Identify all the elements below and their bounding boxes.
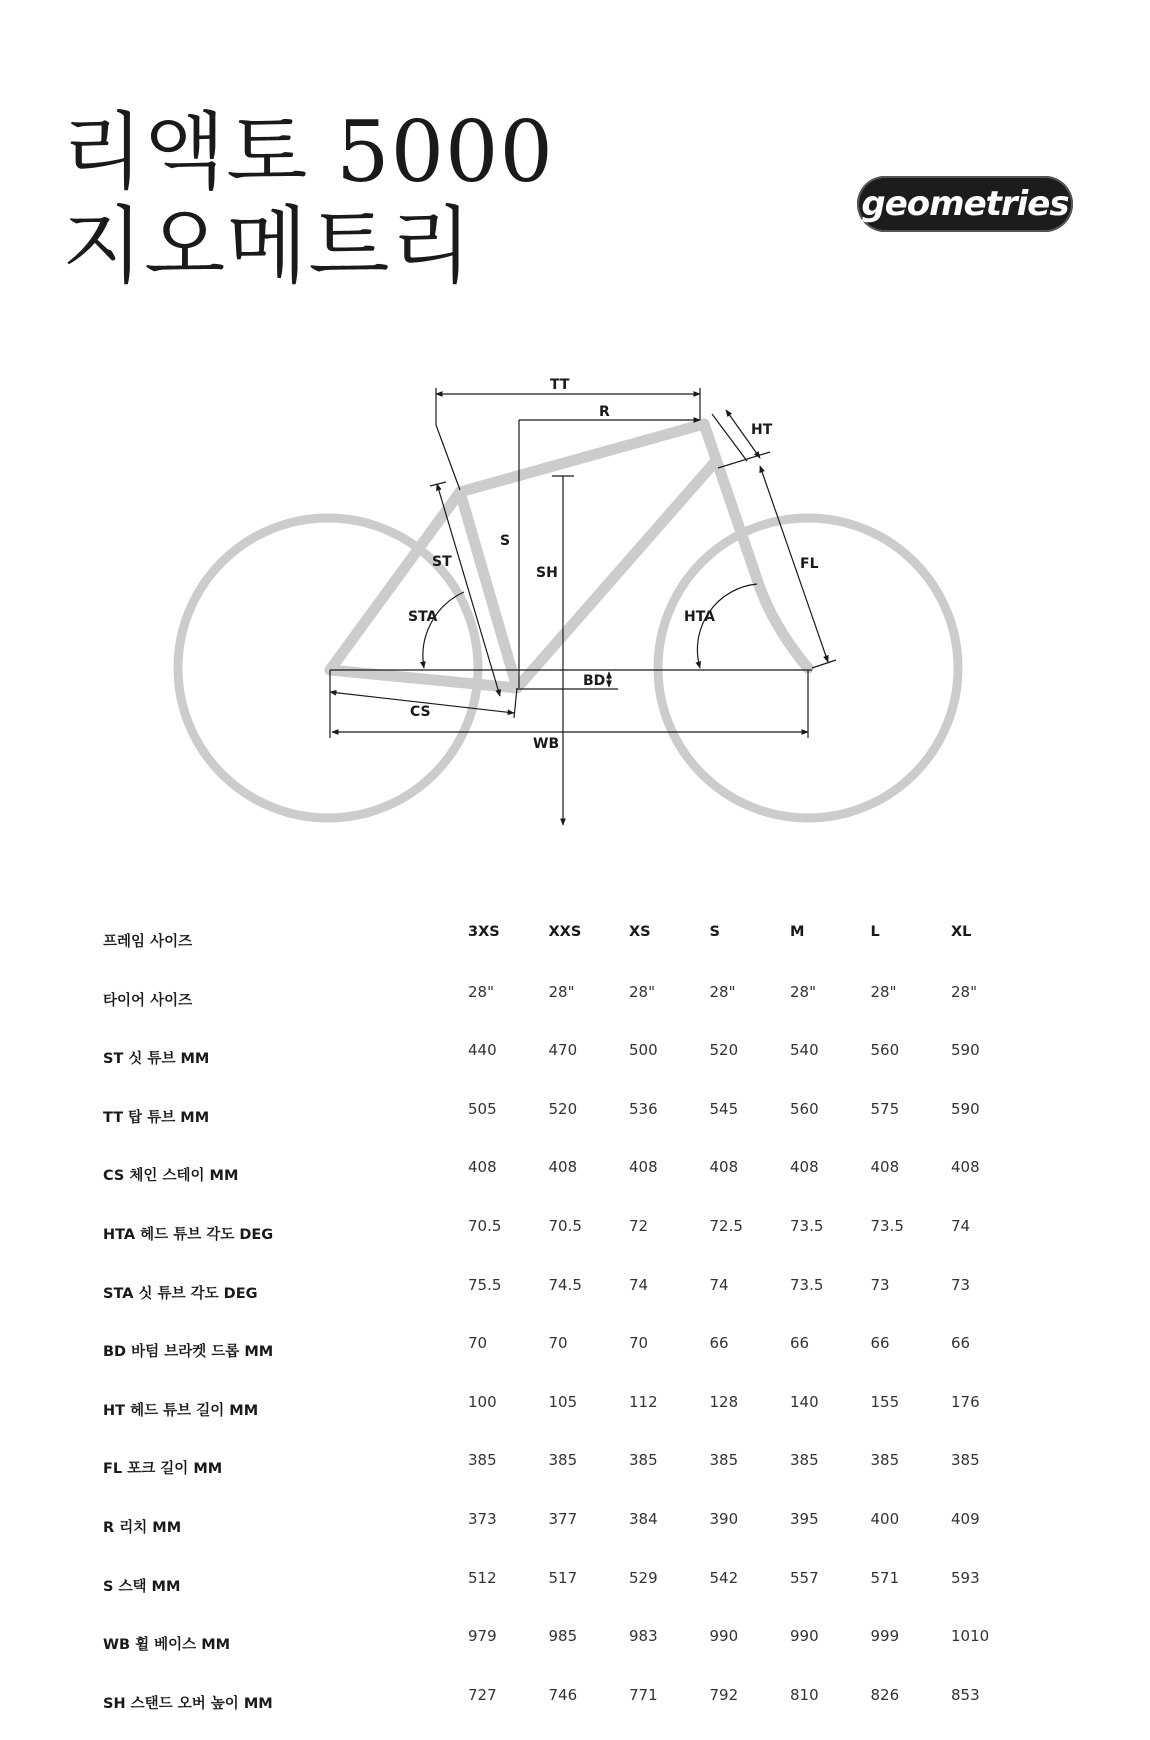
table-cell: 560 [870,1041,900,1060]
header-label: 프레임 사이즈 [103,934,193,950]
table-cell: 73.5 [870,1216,904,1235]
row-label: S 스택 MM [103,1578,181,1595]
table-cell: 385 [790,1451,819,1470]
table-cell: 73.5 [790,1275,824,1294]
row-label: HT 헤드 튜브 길이 MM [103,1402,259,1419]
table-cell: 112 [629,1392,658,1411]
table-cell: 28" [548,982,575,1001]
label-sh: SH [536,565,558,581]
table-row [103,1565,1032,1624]
table-cell: 377 [548,1509,578,1528]
table-cell: 385 [468,1451,497,1470]
table-cell: 73 [870,1275,890,1294]
table-cell: 408 [629,1158,658,1177]
table-cell: 385 [629,1451,658,1470]
geometries-badge: geometries [857,176,1073,232]
table-cell: 520 [548,1099,578,1118]
table-cell: 520 [709,1041,739,1060]
row-label: ST 싯 튜브 MM [103,1051,210,1068]
label-fl: FL [800,556,819,572]
row-label: WB 휠 베이스 MM [103,1637,231,1654]
table-cell: 66 [709,1334,729,1353]
size-header: XS [629,924,651,940]
table-cell: 529 [629,1568,658,1587]
table-header-row [103,920,1032,979]
table-cell: 66 [951,1334,971,1353]
label-cs: CS [410,704,431,720]
table-cell: 470 [548,1041,578,1060]
table-cell: 540 [790,1041,819,1060]
table-cell: 28" [870,982,897,1001]
table-cell: 390 [709,1509,739,1528]
row-label: BD 바텀 브라켓 드롭 MM [103,1344,274,1361]
table-cell: 408 [548,1158,578,1177]
table-cell: 810 [790,1685,819,1704]
label-st: ST [432,554,452,570]
table-row [103,1682,1032,1740]
bike-geometry-diagram [160,355,980,835]
table-cell: 70.5 [468,1216,502,1235]
row-label: SH 스탠드 오버 높이 MM [103,1695,273,1712]
table-cell: 70 [468,1334,488,1353]
table-cell: 176 [951,1392,980,1411]
table-cell: 28" [468,982,494,1001]
table-cell: 440 [468,1041,497,1060]
table-cell: 72.5 [709,1216,743,1235]
label-bd: BD [583,673,606,689]
table-cell: 155 [870,1392,900,1411]
table-cell: 70 [548,1334,568,1353]
table-cell: 75.5 [468,1275,502,1294]
table-row [103,1154,1032,1213]
table-cell: 408 [709,1158,739,1177]
size-header: XL [951,924,972,940]
table-cell: 66 [790,1334,810,1353]
table-row [103,1096,1032,1155]
table-cell: 408 [468,1158,497,1177]
page-title [62,105,554,293]
table-cell: 385 [870,1451,900,1470]
label-hta: HTA [684,609,716,625]
table-cell: 575 [870,1099,900,1118]
row-label: CS 체인 스테이 MM [103,1168,239,1185]
table-cell: 560 [790,1099,819,1118]
table-cell: 72 [629,1216,649,1235]
size-header: XXS [548,924,582,940]
table-cell: 66 [870,1334,890,1353]
table-cell: 385 [951,1451,980,1470]
table-cell: 990 [790,1627,819,1646]
table-cell: 385 [709,1451,739,1470]
table-row [103,1213,1032,1272]
table-row [103,1389,1032,1448]
table-cell: 746 [548,1685,578,1704]
table-cell: 373 [468,1509,497,1528]
table-cell: 545 [709,1099,739,1118]
table-cell: 74.5 [548,1275,582,1294]
geometry-table [103,920,1032,1740]
row-label: STA 싯 튜브 각도 DEG [103,1285,258,1302]
row-label: 타이어 사이즈 [103,992,193,1009]
table-cell: 792 [709,1685,739,1704]
size-header: S [709,924,720,940]
label-r: R [599,404,610,420]
table-row [103,1272,1032,1331]
table-cell: 500 [629,1041,658,1060]
table-cell: 409 [951,1509,980,1528]
title-line-2: 지오메트리 [62,197,473,295]
table-cell: 517 [548,1568,578,1587]
table-row [103,979,1032,1038]
table-cell: 70 [629,1334,649,1353]
table-cell: 28" [629,982,655,1001]
size-header: M [790,924,805,940]
table-cell: 983 [629,1627,658,1646]
table-cell: 727 [468,1685,497,1704]
table-cell: 593 [951,1568,980,1587]
table-body [103,979,1032,1740]
table-cell: 140 [790,1392,819,1411]
table-cell: 408 [951,1158,980,1177]
table-cell: 384 [629,1509,658,1528]
table-cell: 74 [629,1275,649,1294]
table-cell: 28" [790,982,816,1001]
row-label: FL 포크 길이 MM [103,1461,223,1478]
label-wb: WB [533,736,560,752]
table-row [103,1330,1032,1389]
table-cell: 1010 [951,1627,990,1646]
table-cell: 74 [951,1216,971,1235]
table-cell: 979 [468,1627,497,1646]
table-cell: 590 [951,1041,980,1060]
title-line-1: 리액토 5000 [62,103,554,201]
label-sta: STA [408,609,438,625]
table-cell: 512 [468,1568,497,1587]
table-cell: 70.5 [548,1216,582,1235]
table-cell: 571 [870,1568,900,1587]
table-cell: 536 [629,1099,658,1118]
table-cell: 999 [870,1627,900,1646]
table-cell: 28" [709,982,736,1001]
table-cell: 408 [870,1158,900,1177]
table-row [103,1447,1032,1506]
table-cell: 826 [870,1685,900,1704]
table-cell: 400 [870,1509,900,1528]
table-cell: 73.5 [790,1216,824,1235]
size-header: L [870,924,880,940]
table-cell: 385 [548,1451,578,1470]
table-cell: 990 [709,1627,739,1646]
table-row [103,1037,1032,1096]
row-label: HTA 헤드 튜브 각도 DEG [103,1226,274,1243]
table-cell: 771 [629,1685,658,1704]
row-label: R 리치 MM [103,1519,182,1536]
size-header: 3XS [468,924,500,940]
table-cell: 74 [709,1275,729,1294]
table-cell: 542 [709,1568,739,1587]
table-cell: 28" [951,982,977,1001]
label-ht: HT [751,422,773,438]
table-cell: 128 [709,1392,739,1411]
table-cell: 100 [468,1392,497,1411]
bike-frame [330,424,808,688]
table-cell: 395 [790,1509,819,1528]
label-s: S [500,533,511,549]
table-row [103,1506,1032,1565]
table-cell: 105 [548,1392,578,1411]
table-cell: 408 [790,1158,819,1177]
table-cell: 853 [951,1685,980,1704]
row-label: TT 탑 튜브 MM [103,1109,210,1126]
table-cell: 557 [790,1568,819,1587]
table-cell: 505 [468,1099,497,1118]
table-cell: 590 [951,1099,980,1118]
table-cell: 985 [548,1627,578,1646]
label-tt: TT [550,377,570,393]
table-row [103,1623,1032,1682]
table-cell: 73 [951,1275,971,1294]
